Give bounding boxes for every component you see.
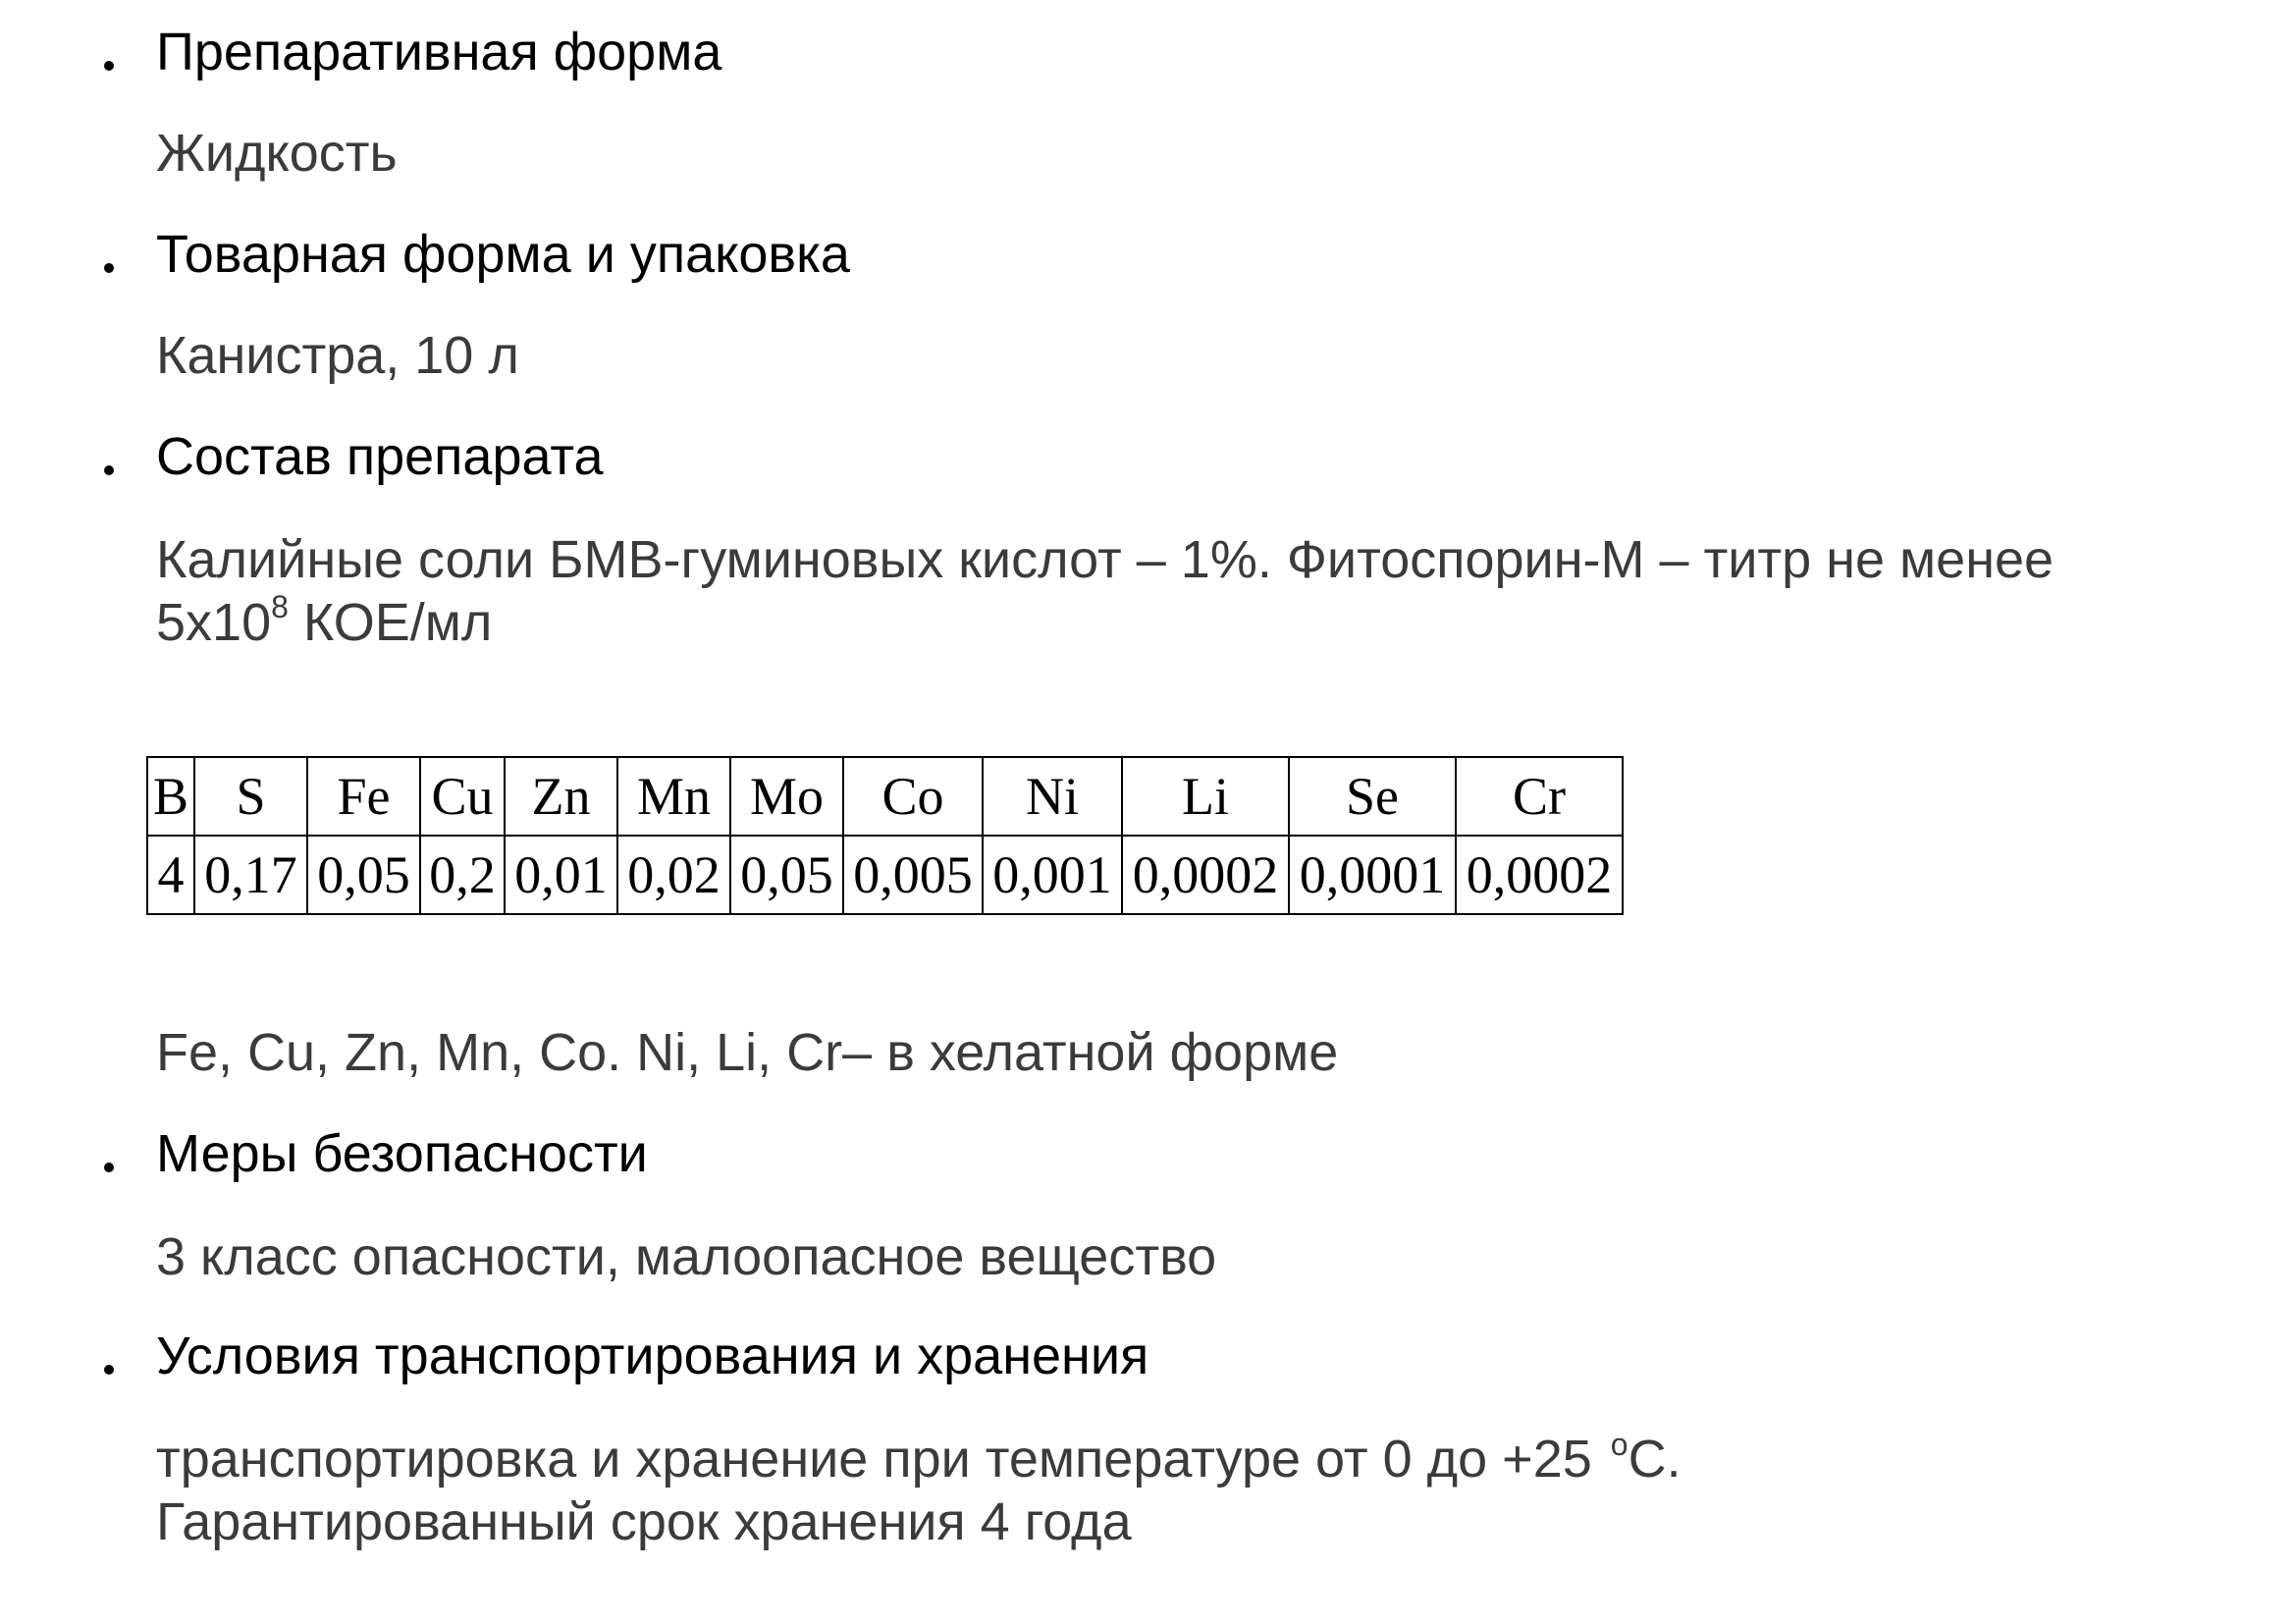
table-cell: 0,0002 bbox=[1122, 836, 1289, 914]
section-heading-storage: Условия транспортирования и хранения bbox=[156, 1326, 1149, 1385]
table-cell: 0,0002 bbox=[1456, 836, 1623, 914]
table-cell: 0,05 bbox=[307, 836, 420, 914]
storage-temperature-unit: С. bbox=[1628, 1430, 1682, 1489]
section-heading-safety: Меры безопасности bbox=[156, 1124, 648, 1183]
table-cell: 0,2 bbox=[420, 836, 505, 914]
bullet-icon bbox=[104, 61, 114, 71]
table-cell: 4 bbox=[147, 836, 194, 914]
storage-temperature-text: транспортировка и хранение при температуре от 0 до +25 bbox=[156, 1430, 1607, 1489]
section-body-storage-line1 bbox=[156, 1428, 1682, 1497]
table-header-cell: Zn bbox=[505, 757, 617, 836]
table-header-row bbox=[147, 757, 1623, 836]
table-header-cell: Cu bbox=[420, 757, 505, 836]
bullet-icon bbox=[104, 465, 114, 475]
table-cell: 0,001 bbox=[983, 836, 1122, 914]
table-header-cell: Li bbox=[1122, 757, 1289, 836]
table-header-cell: Mn bbox=[617, 757, 730, 836]
degree-symbol: o bbox=[1610, 1427, 1629, 1462]
bullet-icon bbox=[104, 263, 114, 273]
bullet-icon bbox=[104, 1163, 114, 1172]
table-cell: 0,05 bbox=[730, 836, 843, 914]
table-header-cell: Co bbox=[843, 757, 983, 836]
composition-table bbox=[146, 756, 1624, 915]
table-header-cell: Fe bbox=[307, 757, 420, 836]
section-body-composition-line1: Калийные соли БМВ-гуминовых кислот – 1%. Фитоспорин-М – титр не менее bbox=[156, 530, 2055, 589]
section-body-form: Жидкость bbox=[156, 124, 398, 183]
table-header-cell: Mo bbox=[730, 757, 843, 836]
table-header-cell: Se bbox=[1289, 757, 1456, 836]
chelate-note: Fe, Cu, Zn, Mn, Co. Ni, Li, Cr– в хелатной форме bbox=[156, 1023, 1339, 1082]
section-heading-form: Препаративная форма bbox=[156, 23, 722, 81]
section-body-safety: 3 класс опасности, малоопасное вещество bbox=[156, 1227, 1217, 1286]
bullet-icon bbox=[104, 1365, 114, 1375]
table-row bbox=[147, 836, 1623, 914]
titer-base: 5х10 bbox=[156, 593, 272, 652]
titer-unit: КОЕ/мл bbox=[288, 593, 493, 652]
section-body-composition-line2 bbox=[156, 591, 492, 654]
section-body-storage-line2: Гарантированный срок хранения 4 года bbox=[156, 1492, 1132, 1551]
section-heading-composition: Состав препарата bbox=[156, 427, 604, 486]
table-header-cell: Cr bbox=[1456, 757, 1623, 836]
table-cell: 0,005 bbox=[843, 836, 983, 914]
table-cell: 0,01 bbox=[505, 836, 617, 914]
table-cell: 0,0001 bbox=[1289, 836, 1456, 914]
table-header-cell: S bbox=[194, 757, 307, 836]
section-heading-packaging: Товарная форма и упаковка bbox=[156, 225, 850, 284]
table-header-cell: B bbox=[147, 757, 194, 836]
titer-exponent: 8 bbox=[271, 589, 289, 624]
section-body-packaging: Канистра, 10 л bbox=[156, 326, 519, 385]
table-cell: 0,02 bbox=[617, 836, 730, 914]
table-cell: 0,17 bbox=[194, 836, 307, 914]
table-header-cell: Ni bbox=[983, 757, 1122, 836]
